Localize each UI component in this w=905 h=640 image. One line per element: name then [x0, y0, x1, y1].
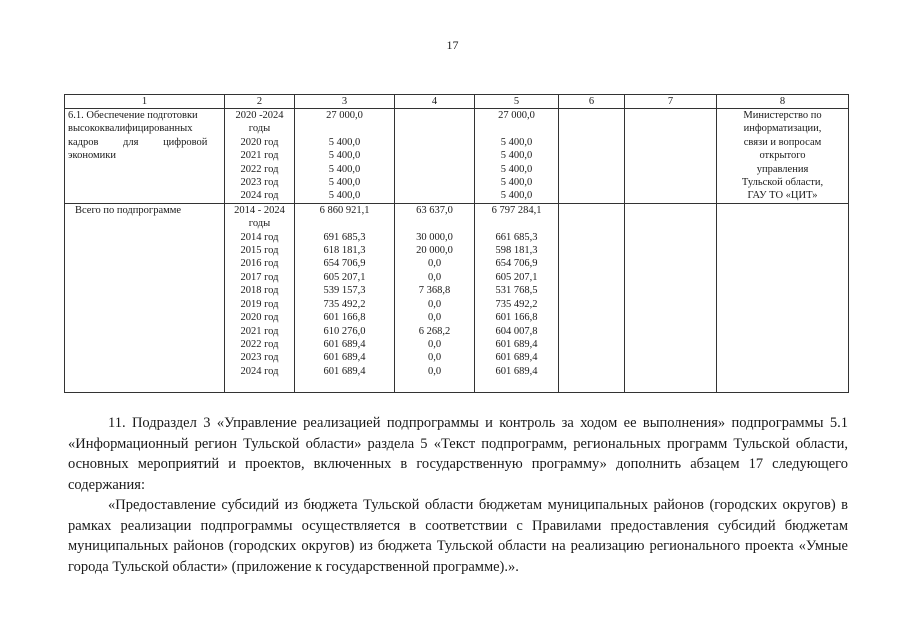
amendment-paragraph: 11. Подраздел 3 «Управление реализацией подпрограммы и контроль за ходом ее выполнения» подпрограммы 5.1 «Информационный регион Тульской области» раздела 5 «Текст подпрограмм, региональных программ Тульской области, основных мероприятий и проектов, включенных в государственную программу» дополнить абзацем 17 следующего содержания:	[68, 415, 848, 493]
cell-line: 7 368,8	[418, 285, 451, 297]
years-cell	[225, 109, 295, 204]
cell-line: 5 400,0	[328, 150, 361, 162]
cell-line: 601 166,8	[323, 312, 366, 324]
measure-name-cell: Всего по подпрограмме	[65, 203, 225, 392]
years-cell	[225, 203, 295, 392]
federal-amount-cell	[395, 109, 475, 204]
cell-line: 604 007,8	[495, 325, 538, 337]
cell-line: 0,0	[427, 312, 442, 324]
cell-line: 5 400,0	[328, 163, 361, 175]
page-number: 17	[446, 38, 459, 52]
cell-line: 2020 год	[240, 136, 279, 148]
cell-line: годы	[248, 218, 271, 230]
cell-line: 735 492,2	[495, 298, 538, 310]
cell-line: 0,0	[427, 352, 442, 364]
header-cell: 8	[717, 95, 849, 109]
quoted-paragraph: «Предоставление субсидий из бюджета Тульской области бюджетам муниципальных районов (городских округов) в рамках реализации подпрограммы осуществляется в соответствии с Правилами предоставления субсидий бюджетам муниципальных районов (городских округов) из бюджета Тульской области на реализацию регионального проекта «Умные города Тульской области» (приложение к государственной программе).».	[68, 497, 848, 575]
header-cell: 1	[65, 95, 225, 109]
cell-line: 2017 год	[240, 271, 279, 283]
cell-line: 5 400,0	[328, 190, 361, 202]
empty-cell	[717, 203, 849, 392]
table-header-row	[65, 95, 849, 109]
executor-cell	[717, 109, 849, 204]
cell-line: 661 685,3	[495, 231, 538, 243]
total-amount-cell	[295, 109, 395, 204]
cell-line: 601 689,4	[495, 352, 538, 364]
cell-line: 2018 год	[240, 285, 279, 297]
empty-cell	[559, 203, 625, 392]
cell-line: 6 860 921,1	[319, 204, 370, 216]
cell-line: 539 157,3	[323, 285, 366, 297]
cell-line: 2023 год	[240, 352, 279, 364]
cell-line: 20 000,0	[416, 245, 453, 257]
cell-line: 735 492,2	[323, 298, 366, 310]
header-cell: 4	[395, 95, 475, 109]
cell-line: 2014 год	[240, 231, 279, 243]
cell-line: управления	[756, 163, 809, 175]
cell-line: 5 400,0	[500, 136, 533, 148]
measure-name-line: высококвалифицированных	[68, 123, 193, 135]
header-cell: 2	[225, 95, 295, 109]
cell-line: 27 000,0	[498, 110, 535, 121]
cell-line: 601 689,4	[323, 352, 366, 364]
cell-line: 0,0	[427, 298, 442, 310]
cell-line: 601 166,8	[495, 312, 538, 324]
cell-line: 531 768,5	[495, 285, 538, 297]
cell-line: 598 181,3	[495, 245, 538, 257]
cell-line: 618 181,3	[323, 245, 366, 257]
cell-line: 0,0	[427, 338, 442, 350]
cell-line: 605 207,1	[323, 271, 366, 283]
cell-line: 2024 год	[240, 190, 279, 202]
cell-line: ГАУ ТО «ЦИТ»	[747, 190, 818, 202]
cell-line: 5 400,0	[328, 177, 361, 189]
cell-line	[298, 122, 391, 135]
cell-line: 601 689,4	[323, 365, 366, 377]
table-row	[65, 109, 849, 204]
cell-line: 2024 год	[240, 365, 279, 377]
cell-line: 5 400,0	[500, 163, 533, 175]
measure-name-line: 6.1. Обеспечение подготовки	[68, 110, 198, 121]
cell-line: 2023 год	[240, 177, 279, 189]
cell-line: 0,0	[427, 271, 442, 283]
header-cell: 6	[559, 95, 625, 109]
cell-line: открытого	[759, 150, 806, 162]
cell-line: 2022 год	[240, 338, 279, 350]
cell-line	[298, 217, 391, 230]
cell-line: 654 706,9	[495, 258, 538, 270]
regional-amount-cell	[475, 109, 559, 204]
cell-line: 2021 год	[240, 150, 279, 162]
cell-line	[478, 122, 555, 135]
cell-line: 691 685,3	[323, 231, 366, 243]
cell-line: 30 000,0	[416, 231, 453, 243]
cell-line: 605 207,1	[495, 271, 538, 283]
cell-line: 5 400,0	[500, 177, 533, 189]
cell-line: 2014 - 2024	[234, 204, 285, 216]
cell-line: 5 400,0	[328, 136, 361, 148]
cell-line: 0,0	[427, 258, 442, 270]
cell-line: 2019 год	[240, 298, 279, 310]
cell-line: 27 000,0	[326, 110, 363, 121]
cell-line: 654 706,9	[323, 258, 366, 270]
cell-line: 2022 год	[240, 163, 279, 175]
cell-line: 2015 год	[240, 245, 279, 257]
empty-cell	[559, 109, 625, 204]
total-amount-cell	[295, 203, 395, 392]
cell-line: 601 689,4	[323, 338, 366, 350]
measure-name-cell	[65, 109, 225, 204]
cell-line	[398, 217, 471, 230]
cell-line: 5 400,0	[500, 150, 533, 162]
header-cell: 3	[295, 95, 395, 109]
cell-line: 601 689,4	[495, 338, 538, 350]
cell-line: 2020 год	[240, 312, 279, 324]
header-cell: 5	[475, 95, 559, 109]
cell-line: 610 276,0	[323, 325, 366, 337]
empty-cell	[625, 203, 717, 392]
measure-name-line: кадров для цифровой	[68, 136, 208, 148]
cell-line: 2016 год	[240, 258, 279, 270]
cell-line: 0,0	[427, 365, 442, 377]
table-row	[65, 203, 849, 392]
cell-line: 2021 год	[240, 325, 279, 337]
cell-line: 63 637,0	[416, 204, 453, 216]
regional-amount-cell	[475, 203, 559, 392]
cell-line: Тульской области,	[741, 177, 824, 189]
cell-line: информатизации,	[743, 123, 822, 135]
budget-table	[64, 94, 849, 393]
measure-name-line: экономики	[68, 150, 116, 162]
header-cell: 7	[625, 95, 717, 109]
federal-amount-cell	[395, 203, 475, 392]
empty-cell	[625, 109, 717, 204]
cell-line	[478, 217, 555, 230]
cell-line: 6 797 284,1	[491, 204, 542, 216]
cell-line: 6 268,2	[418, 325, 451, 337]
cell-line: 601 689,4	[495, 365, 538, 377]
cell-line: годы	[248, 123, 271, 135]
cell-line: связи и вопросам	[743, 136, 822, 148]
cell-line: 5 400,0	[500, 190, 533, 202]
cell-line: 2020 -2024	[235, 110, 284, 121]
cell-line: Министерство по	[743, 110, 822, 121]
